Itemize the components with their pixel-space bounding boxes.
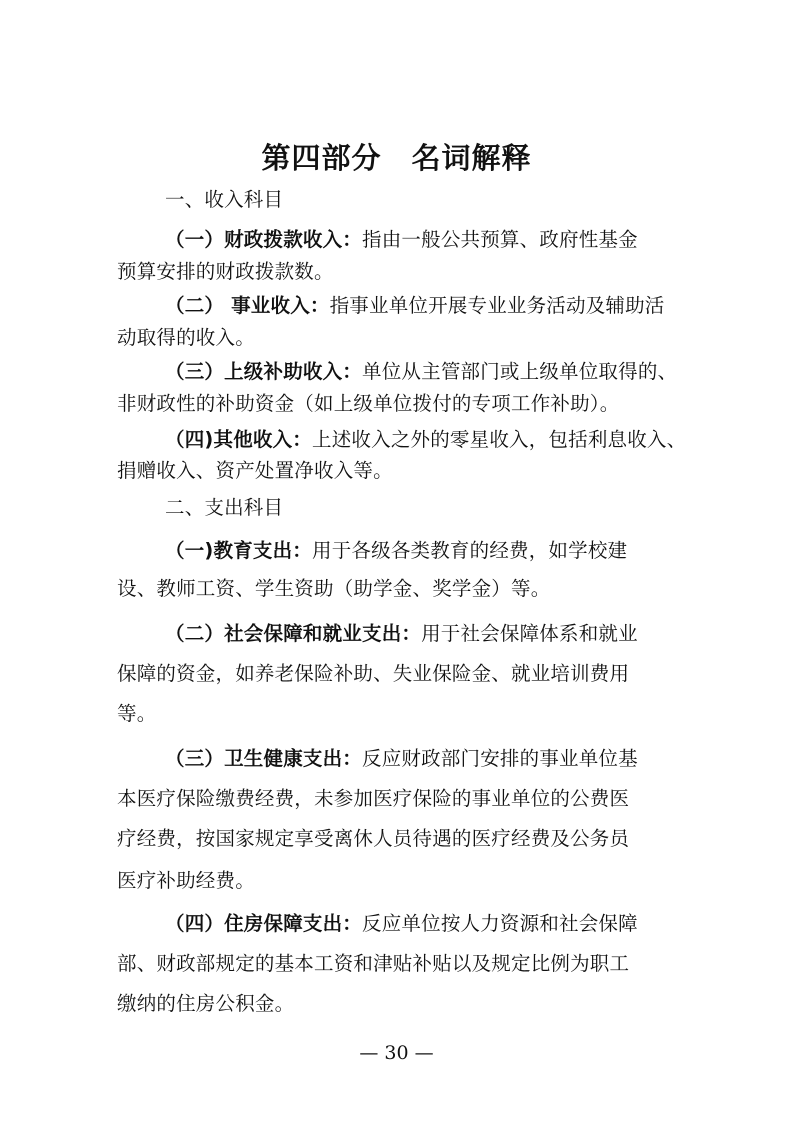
entry-definition: 反应财政部门安排的事业单位基 (362, 747, 638, 770)
entry-continuation-line: 疗经费，按国家规定享受离休人员待遇的医疗经费及公务员 (117, 827, 630, 850)
entry-continuation-line: 等。 (117, 702, 157, 725)
page-number: — 30 — (359, 1042, 434, 1064)
entry-first-line (165, 910, 638, 938)
entry-continuation-line: 预算安排的财政拨款数。 (117, 260, 334, 283)
entry-continuation-line: 非财政性的补助资金（如上级单位拨付的专项工作补助）。 (117, 392, 620, 415)
section-heading-expenditure: 二、支出科目 (165, 496, 284, 519)
entry-definition: 指事业单位开展专业业务活动及辅助活 (329, 294, 665, 317)
entry-definition: 用于社会保障体系和就业 (421, 622, 638, 645)
entry-term: （四）住房保障支出： (165, 912, 363, 935)
entry-first-line (165, 426, 686, 454)
entry-continuation-line: 缴纳的住房公积金。 (117, 992, 295, 1015)
page-title: 第四部分 名词解释 (261, 141, 532, 175)
entry-first-line (165, 292, 665, 320)
entry-term: （二） 事业收入： (165, 294, 330, 317)
entry-first-line (165, 620, 638, 648)
entry-definition: 反应单位按人力资源和社会保障 (362, 912, 638, 935)
entry-definition: 上述收入之外的零星收入，包括利息收入、 (312, 428, 687, 451)
entry-continuation-line: 部、财政部规定的基本工资和津贴补贴以及规定比例为职工 (117, 952, 630, 975)
entry-continuation-line: 动取得的收入。 (117, 326, 255, 349)
entry-term: （二）社会保障和就业支出： (165, 622, 422, 645)
entry-first-line (165, 358, 677, 386)
entry-continuation-line: 捐赠收入、资产处置净收入等。 (117, 459, 393, 482)
entry-first-line (165, 745, 638, 773)
entry-continuation-line: 保障的资金，如养老保险补助、失业保险金、就业培训费用 (117, 662, 630, 685)
entry-definition: 指由一般公共预算、政府性基金 (362, 228, 638, 251)
section-heading-income: 一、收入科目 (165, 188, 284, 211)
entry-term: （三）上级补助收入： (165, 360, 363, 383)
entry-first-line (165, 537, 627, 565)
entry-continuation-line: 设、教师工资、学生资助（助学金、奖学金）等。 (117, 577, 551, 600)
entry-term: （一)教育支出： (165, 539, 313, 562)
entry-term: （三）卫生健康支出： (165, 747, 363, 770)
entry-term: （一）财政拨款收入： (165, 228, 363, 251)
entry-first-line (165, 226, 638, 254)
entry-definition: 用于各级各类教育的经费，如学校建 (312, 539, 628, 562)
entry-term: （四)其他收入： (165, 428, 313, 451)
entry-continuation-line: 医疗补助经费。 (117, 869, 255, 892)
entry-definition: 单位从主管部门或上级单位取得的、 (362, 360, 678, 383)
entry-continuation-line: 本医疗保险缴费经费，未参加医疗保险的事业单位的公费医 (117, 787, 630, 810)
